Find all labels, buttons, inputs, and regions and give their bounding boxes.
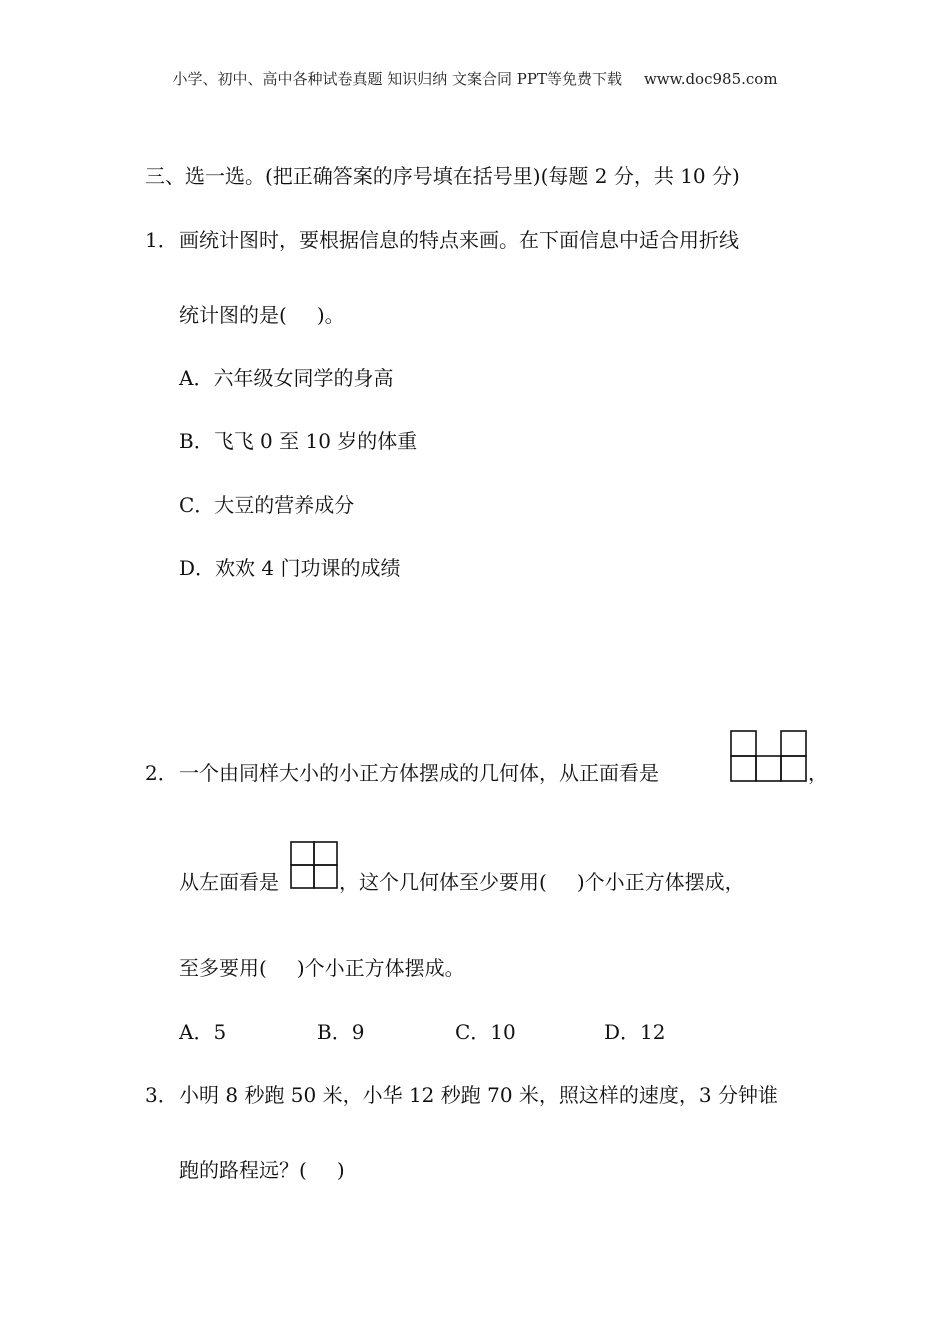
- q2-option-a: A．5: [179, 1020, 227, 1044]
- left-view-figure: [290, 841, 339, 889]
- left-view-top-right-square: [314, 842, 337, 865]
- q1-line1: 画统计图时，要根据信息的特点来画。在下面信息中适合用折线: [179, 228, 739, 252]
- header-url: www.doc985.com: [643, 70, 778, 88]
- q2-line1-pre: 一个由同样大小的小正方体摆成的几何体，从正面看是: [179, 761, 659, 785]
- q2-option-d: D．12: [604, 1020, 666, 1044]
- q1-line2: [179, 305, 345, 325]
- section-title: 三、选一选。(把正确答案的序号填在括号里)(每题 2 分，共 10 分): [145, 164, 740, 188]
- q3-number: 3．: [145, 1083, 178, 1107]
- front-view-bottom-middle-square: [756, 756, 781, 781]
- q1-number: 1．: [145, 228, 178, 252]
- q1-option-a: A．六年级女同学的身高: [179, 366, 394, 390]
- header-text: 小学、初中、高中各种试卷真题 知识归纳 文案合同 PPT等免费下载: [172, 70, 622, 88]
- q2-number: 2．: [145, 761, 178, 785]
- q2-option-c: C．10: [455, 1020, 516, 1044]
- front-view-bottom-right-square: [781, 756, 806, 781]
- q2-line2-mid2: )个小正方体摆成，: [576, 870, 745, 894]
- q2-line2-rest: [339, 872, 745, 892]
- front-view-bottom-left-square: [731, 756, 756, 781]
- q1-option-d: D．欢欢 4 门功课的成绩: [179, 556, 401, 580]
- q2-line3-pre: 至多要用(: [179, 956, 267, 980]
- page-header: [0, 68, 950, 89]
- q3-line2: [179, 1160, 345, 1180]
- left-view-bottom-left-square: [291, 865, 314, 888]
- q3-line2-pre: 跑的路程远？(: [179, 1158, 307, 1182]
- front-view-figure: [730, 730, 808, 782]
- q2-option-b: B．9: [317, 1020, 365, 1044]
- q3-line2-post: ): [336, 1158, 345, 1182]
- q2-line3-post: )个小正方体摆成。: [296, 956, 465, 980]
- q1-option-c: C．大豆的营养成分: [179, 493, 355, 517]
- q1-line2-post: )。: [316, 303, 345, 327]
- q3-line1: 小明 8 秒跑 50 米，小华 12 秒跑 70 米，照这样的速度，3 分钟谁: [179, 1083, 779, 1107]
- q2-line3: [179, 958, 465, 978]
- q2-line2-pre: 从左面看是: [179, 870, 279, 894]
- left-view-bottom-right-square: [314, 865, 337, 888]
- q2-line2-mid1: ，这个几何体至少要用(: [339, 870, 547, 894]
- front-view-top-right-square: [781, 731, 806, 756]
- q2-line1-post: ，: [808, 761, 828, 785]
- q1-option-b: B．飞飞 0 至 10 岁的体重: [179, 429, 418, 453]
- q1-line2-pre: 统计图的是(: [179, 303, 287, 327]
- front-view-top-left-square: [731, 731, 756, 756]
- left-view-top-left-square: [291, 842, 314, 865]
